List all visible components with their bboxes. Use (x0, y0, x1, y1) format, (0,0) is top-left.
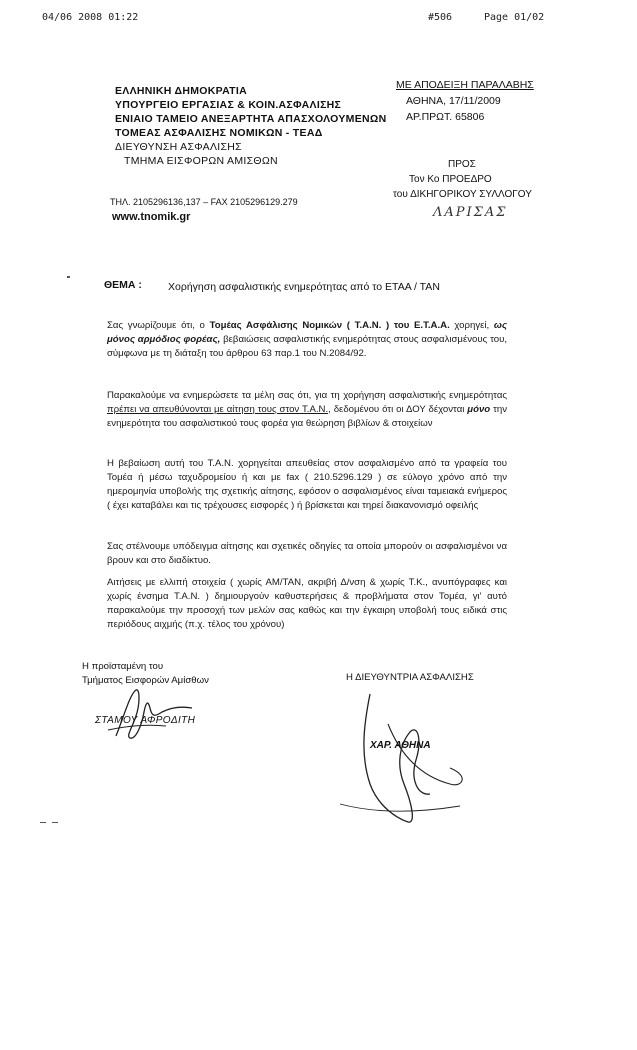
left-signatory-title: Η προϊσταμένη του Τμήματος Εισφορών Αμίσθων (82, 661, 209, 686)
scan-speck (52, 822, 58, 823)
recipient-label: ΠΡΟΣ (448, 159, 476, 170)
recipient-line1: Τον Κο ΠΡΟΕΔΡΟ (409, 174, 492, 185)
recipient-handwritten-city: ΛΑΡΙΣΑΣ (433, 205, 508, 220)
sender-line-directorate: ΔΙΕΥΘΥΝΣΗ ΑΣΦΑΛΙΣΗΣ (115, 141, 242, 153)
paragraph-4: Σας στέλνουμε υπόδειγμα αίτησης και σχετικές οδηγίες τα οποία μπορούν οι ασφαλισμένοι να βρουν και στο διαδίκτυο. (107, 541, 507, 566)
right-handwritten-signature (300, 684, 480, 834)
sender-block (115, 84, 387, 168)
fax-datetime: 04/06 2008 01:22 (42, 12, 139, 23)
scan-speck (40, 822, 46, 823)
paragraph-5: Αιτήσεις με ελλιπή στοιχεία ( χωρίς ΑΜ/ΤΑΝ, ακριβή Δ/νση & χωρίς Τ.Κ., ανυπόγραφες και χωρίς ένσημα Τ.Α.Ν. ) δημιουργούν καθυστερήσεις & προβλήματα στον Τομέα, γι' αυτό παρακαλούμε την προσοχή των μελών σας καθώς και την έγκαιρη υποβολή τους ειδικά στις περιόδους αιχμής (π.χ. τέλος του χρόνου) (107, 577, 507, 630)
sender-website: www.tnomik.gr (112, 211, 191, 223)
sender-line-republic: ΕΛΛΗΝΙΚΗ ΔΗΜΟΚΡΑΤΙΑ (115, 85, 247, 97)
recipient-line2: του ΔΙΚΗΓΟΡΙΚΟΥ ΣΥΛΛΟΓΟΥ (393, 189, 532, 200)
right-signatory-name: ΧΑΡ. ΑΘΗΝΑ (370, 740, 431, 751)
fax-page: Page 01/02 (484, 12, 545, 23)
right-signatory-title: Η ΔΙΕΥΘΥΝΤΡΙΑ ΑΣΦΑΛΙΣΗΣ (346, 672, 474, 683)
delivery-note: ΜΕ ΑΠΟΔΕΙΞΗ ΠΑΡΑΛΑΒΗΣ (396, 79, 534, 91)
place-date: ΑΘΗΝΑ, 17/11/2009 (406, 95, 501, 107)
sender-line-fund: ΕΝΙΑΙΟ ΤΑΜΕΙΟ ΑΝΕΞΑΡΤΗΤΑ ΑΠΑΣΧΟΛΟΥΜΕΝΩΝ (115, 113, 387, 125)
sender-line-ministry: ΥΠΟΥΡΓΕΙΟ ΕΡΓΑΣΙΑΣ & ΚΟΙΝ.ΑΣΦΑΛΙΣΗΣ (115, 99, 342, 111)
paragraph-1: Σας γνωρίζουμε ότι, ο Τομέας Ασφάλισης Νομικών ( Τ.Α.Ν. ) του Ε.Τ.Α.Α. χορηγεί, ως μόνος αρμόδιος φορέας, βεβαιώσεις ασφαλιστικής ενημερότητας στους ασφαλισμένους του, σύμφωνα με τη διάταξη του άρθρου 63 παρ.1 του Ν.2084/92. (107, 320, 507, 359)
sender-line-department: ΤΜΗΜΑ ΕΙΣΦΟΡΩΝ ΑΜΙΣΘΩΝ (124, 155, 278, 167)
subject-label: ΘΕΜΑ : (104, 279, 142, 291)
paragraph-3: Η βεβαίωση αυτή του Τ.Α.Ν. χορηγείται απευθείας στον ασφαλισμένο από τα γραφεία του Τομέα ή μέσω ταχυδρομείου ή και με fax ( 210.5296.129 ) σε εύλογο χρόνο από την ημερομηνία υποβολής της σχετικής αίτησης, εφόσον ο ασφαλισμένος είναι ταμειακά ενήμερος ( έχει καταβάλει και τις τρέχουσες εισφορές ) ή βρίσκεται και τηρεί διακανονισμό οφειλής (107, 458, 507, 511)
fax-number: #506 (428, 12, 453, 23)
sender-line-sector: ΤΟΜΕΑΣ ΑΣΦΑΛΙΣΗΣ ΝΟΜΙΚΩΝ - ΤΕΑΔ (115, 127, 323, 139)
paragraph-2: Παρακαλούμε να ενημερώσετε τα μέλη σας ότι, για τη χορήγηση ασφαλιστικής ενημερότητας πρέπει να απευθύνονται με αίτηση τους στον Τ.Α.Ν., δεδομένου ότι οι ΔΟΥ δέχονται μόνο την ενημερότητα του ασφαλιστικού τους φορέα για θεώρηση βιβλίων & στοιχείων (107, 390, 507, 429)
protocol-number: ΑΡ.ΠΡΩΤ. 65806 (406, 111, 485, 123)
sender-phone-fax: ΤΗΛ. 2105296136,137 – FAX 2105296129.279 (110, 197, 298, 207)
left-signatory-name: ΣΤΑΜΟΥ ΑΦΡΟΔΙΤΗ (95, 715, 196, 726)
scan-speck (67, 276, 70, 278)
subject-text: Χορήγηση ασφαλιστικής ενημερότητας από το ΕΤΑΑ / ΤΑΝ (168, 281, 440, 293)
